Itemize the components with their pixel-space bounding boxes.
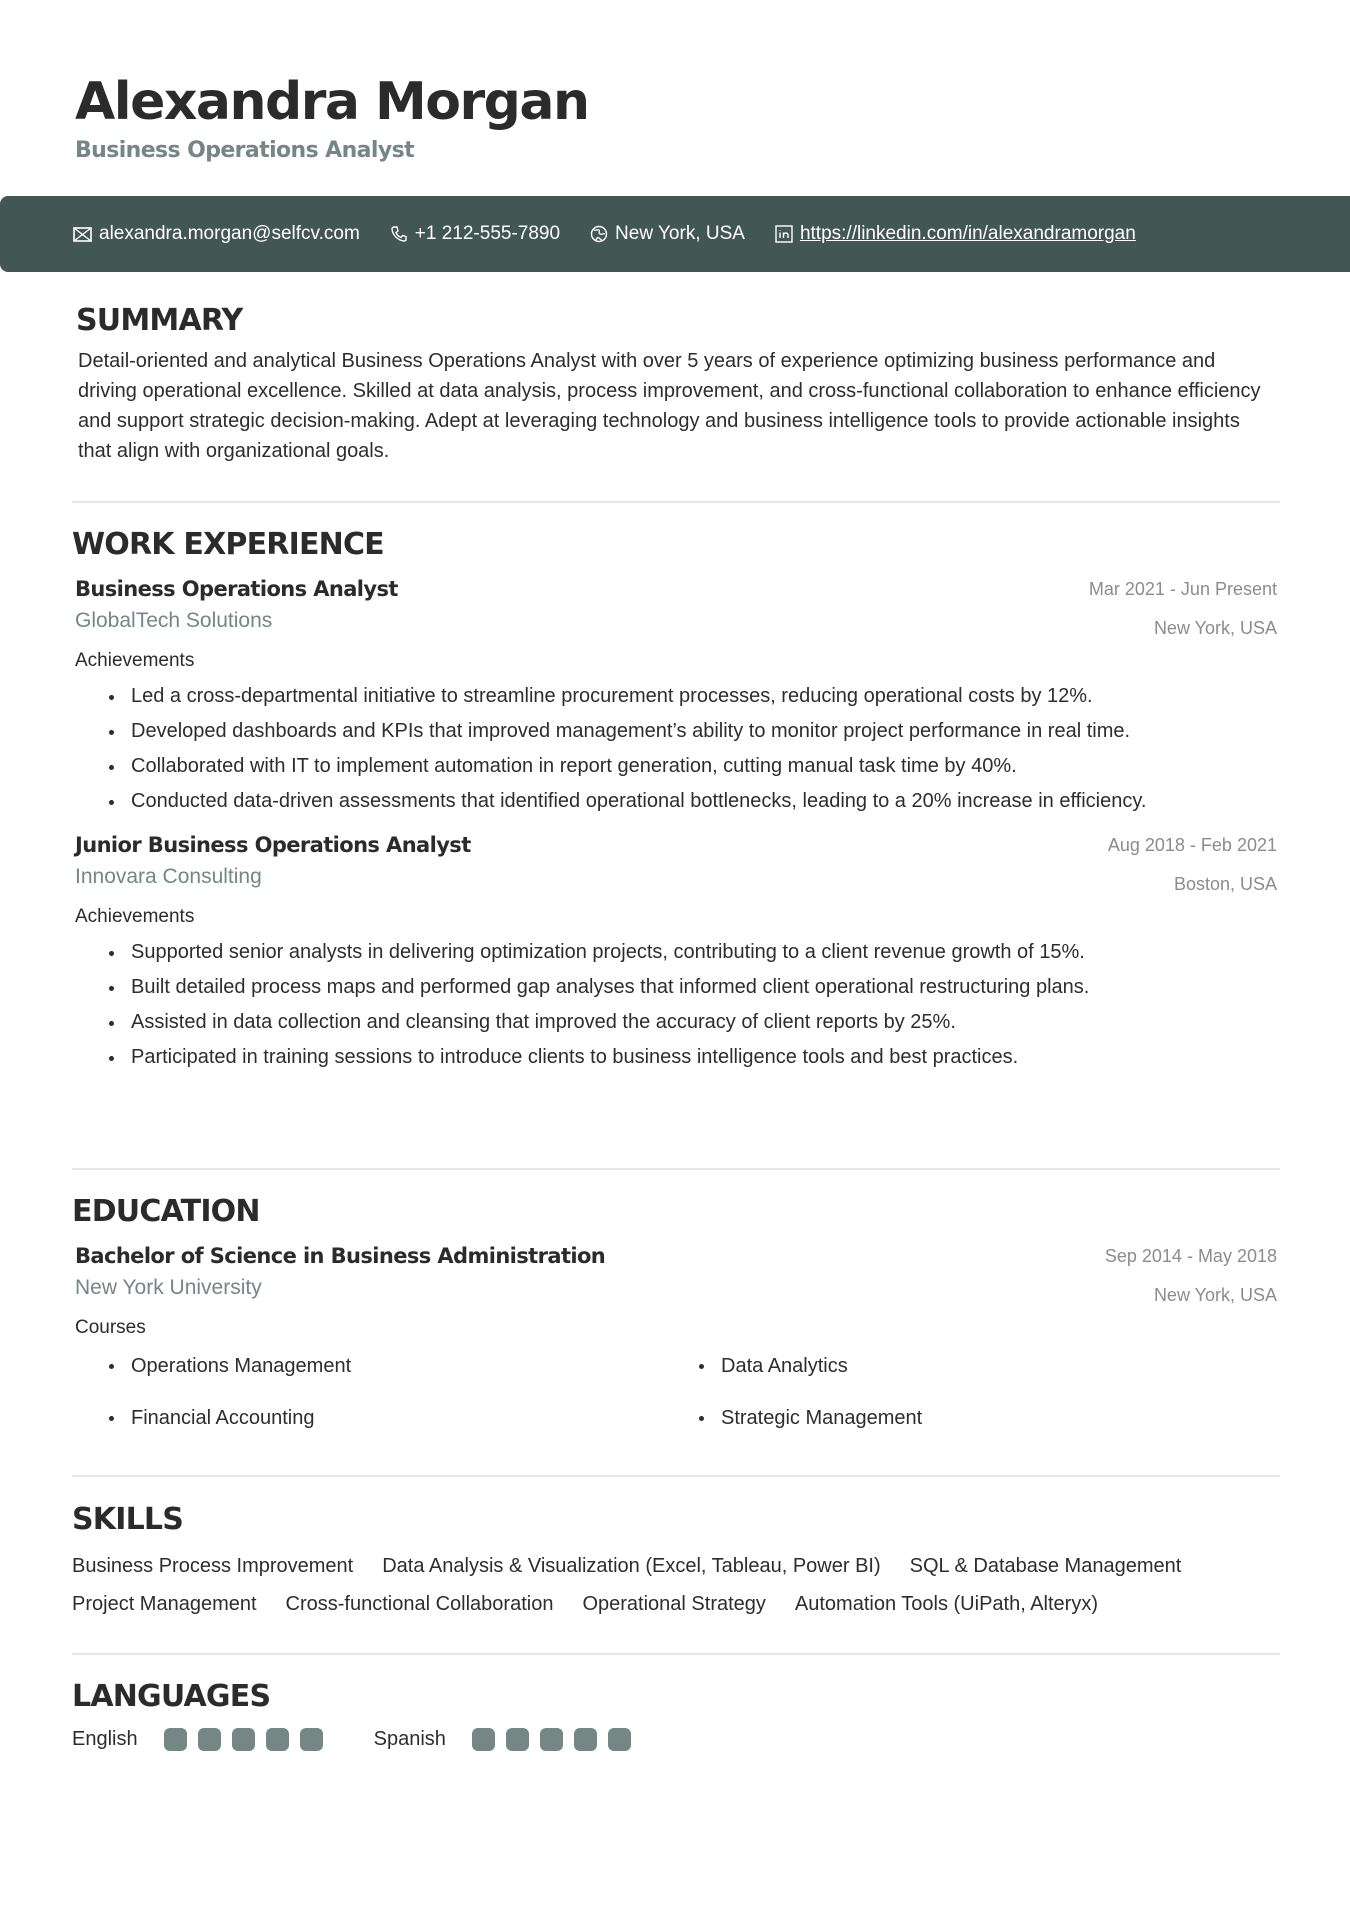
contact-phone[interactable] [390, 223, 560, 245]
job-dates: Mar 2021 - Jun Present [1088, 579, 1277, 599]
language-item [72, 1728, 334, 1751]
skills-list [72, 1551, 1287, 1627]
proficiency-dot [164, 1728, 187, 1751]
job-title: Business Operations Analyst [75, 577, 398, 601]
skill-item: SQL & Database Management [909, 1555, 1182, 1577]
skills-heading: SKILLS [72, 1502, 184, 1537]
achievements-list [75, 682, 1280, 816]
education-heading: EDUCATION [72, 1194, 260, 1229]
mail-icon [73, 227, 92, 242]
job-company: Innovara Consulting [75, 865, 262, 888]
proficiency-dot [472, 1728, 495, 1751]
list-item: Collaborated with IT to implement automation in report generation, cutting manual task time by 40%. [99, 752, 1279, 781]
phone-icon [390, 225, 408, 243]
summary-heading: SUMMARY [76, 303, 243, 338]
proficiency-dot [540, 1728, 563, 1751]
resume-header [75, 70, 589, 163]
experience-heading: WORK EXPERIENCE [72, 527, 384, 562]
proficiency-dot [198, 1728, 221, 1751]
skill-item: Data Analysis & Visualization (Excel, Tableau, Power BI) [382, 1555, 881, 1577]
skill-item: Automation Tools (UiPath, Alteryx) [794, 1593, 1099, 1615]
list-item: Operations Management [99, 1351, 689, 1381]
list-item: Supported senior analysts in delivering optimization projects, contributing to a client revenue growth of 15%. [99, 938, 1279, 967]
proficiency-dot [266, 1728, 289, 1751]
list-item: Participated in training sessions to introduce clients to business intelligence tools and best practices. [99, 1043, 1279, 1072]
list-item: Assisted in data collection and cleansing that improved the accuracy of client reports by 25%. [99, 1008, 1279, 1037]
divider [72, 1168, 1280, 1170]
achievements-label: Achievements [75, 906, 195, 927]
job-location: Boston, USA [1173, 874, 1277, 894]
list-item: Financial Accounting [99, 1403, 689, 1433]
divider [72, 1475, 1280, 1477]
list-item: Led a cross-departmental initiative to streamline procurement processes, reducing operational costs by 12%. [99, 682, 1279, 711]
education-location: New York, USA [1153, 1285, 1277, 1305]
skill-item: Business Process Improvement [72, 1555, 354, 1577]
courses-list [75, 1351, 1280, 1433]
experience-section [72, 527, 1280, 1078]
summary-text: Detail-oriented and analytical Business Operations Analyst with over 5 years of experience optimizing business performance and driving operational excellence. Skilled at data analysis, process improvement, and cross-functional collaboration to enhance efficiency and support strategic decision-making. Adept at leveraging technology and business intelligence tools to provide actionable insights that align with organizational goals. [78, 350, 1261, 462]
achievements-label: Achievements [75, 650, 195, 671]
linkedin-icon [775, 225, 793, 243]
summary-section [72, 303, 1280, 466]
contact-linkedin[interactable] [775, 223, 1136, 245]
achievements-list [75, 938, 1280, 1072]
divider [72, 501, 1280, 503]
skill-item: Operational Strategy [582, 1593, 766, 1615]
list-item: Data Analytics [689, 1351, 1279, 1381]
job-entry [72, 830, 1280, 1072]
contact-email[interactable] [73, 223, 360, 245]
proficiency-dot [574, 1728, 597, 1751]
contact-bar [0, 196, 1350, 272]
proficiency-dot [300, 1728, 323, 1751]
skills-section [72, 1502, 1280, 1627]
language-item [374, 1728, 642, 1751]
phone-text: +1 212-555-7890 [414, 223, 561, 244]
job-dates: Aug 2018 - Feb 2021 [1107, 835, 1277, 855]
education-section [72, 1194, 1280, 1433]
courses-label: Courses [75, 1317, 146, 1338]
list-item: Built detailed process maps and performed gap analyses that informed client operational restructuring plans. [99, 973, 1279, 1002]
language-name: Spanish [373, 1728, 446, 1750]
degree-title: Bachelor of Science in Business Administration [75, 1244, 606, 1268]
linkedin-link[interactable]: https://linkedin.com/in/alexandramorgan [799, 223, 1136, 244]
job-company: GlobalTech Solutions [75, 609, 273, 632]
skill-item: Project Management [72, 1593, 257, 1615]
job-entry [72, 574, 1280, 816]
candidate-name: Alexandra Morgan [75, 72, 589, 132]
skill-item: Cross-functional Collaboration [285, 1593, 554, 1615]
proficiency-dot [232, 1728, 255, 1751]
job-location: New York, USA [1153, 618, 1277, 638]
divider [72, 1653, 1280, 1655]
list-item: Conducted data-driven assessments that identified operational bottlenecks, leading to a 20% increase in efficiency. [99, 787, 1279, 816]
school-name: New York University [75, 1276, 262, 1299]
languages-heading: LANGUAGES [72, 1679, 271, 1714]
proficiency-dot [506, 1728, 529, 1751]
education-entry [72, 1241, 1280, 1433]
list-item: Strategic Management [689, 1403, 1279, 1433]
languages-list [72, 1728, 1280, 1751]
proficiency-dot [608, 1728, 631, 1751]
job-title: Junior Business Operations Analyst [75, 833, 471, 857]
languages-section [72, 1679, 1280, 1751]
education-dates: Sep 2014 - May 2018 [1104, 1246, 1277, 1266]
contact-location [590, 223, 745, 245]
email-text: alexandra.morgan@selfcv.com [99, 223, 360, 244]
candidate-title: Business Operations Analyst [75, 138, 414, 163]
language-name: English [72, 1728, 138, 1750]
globe-icon [590, 225, 608, 243]
location-text: New York, USA [615, 223, 745, 244]
list-item: Developed dashboards and KPIs that improved management’s ability to monitor project performance in real time. [99, 717, 1279, 746]
